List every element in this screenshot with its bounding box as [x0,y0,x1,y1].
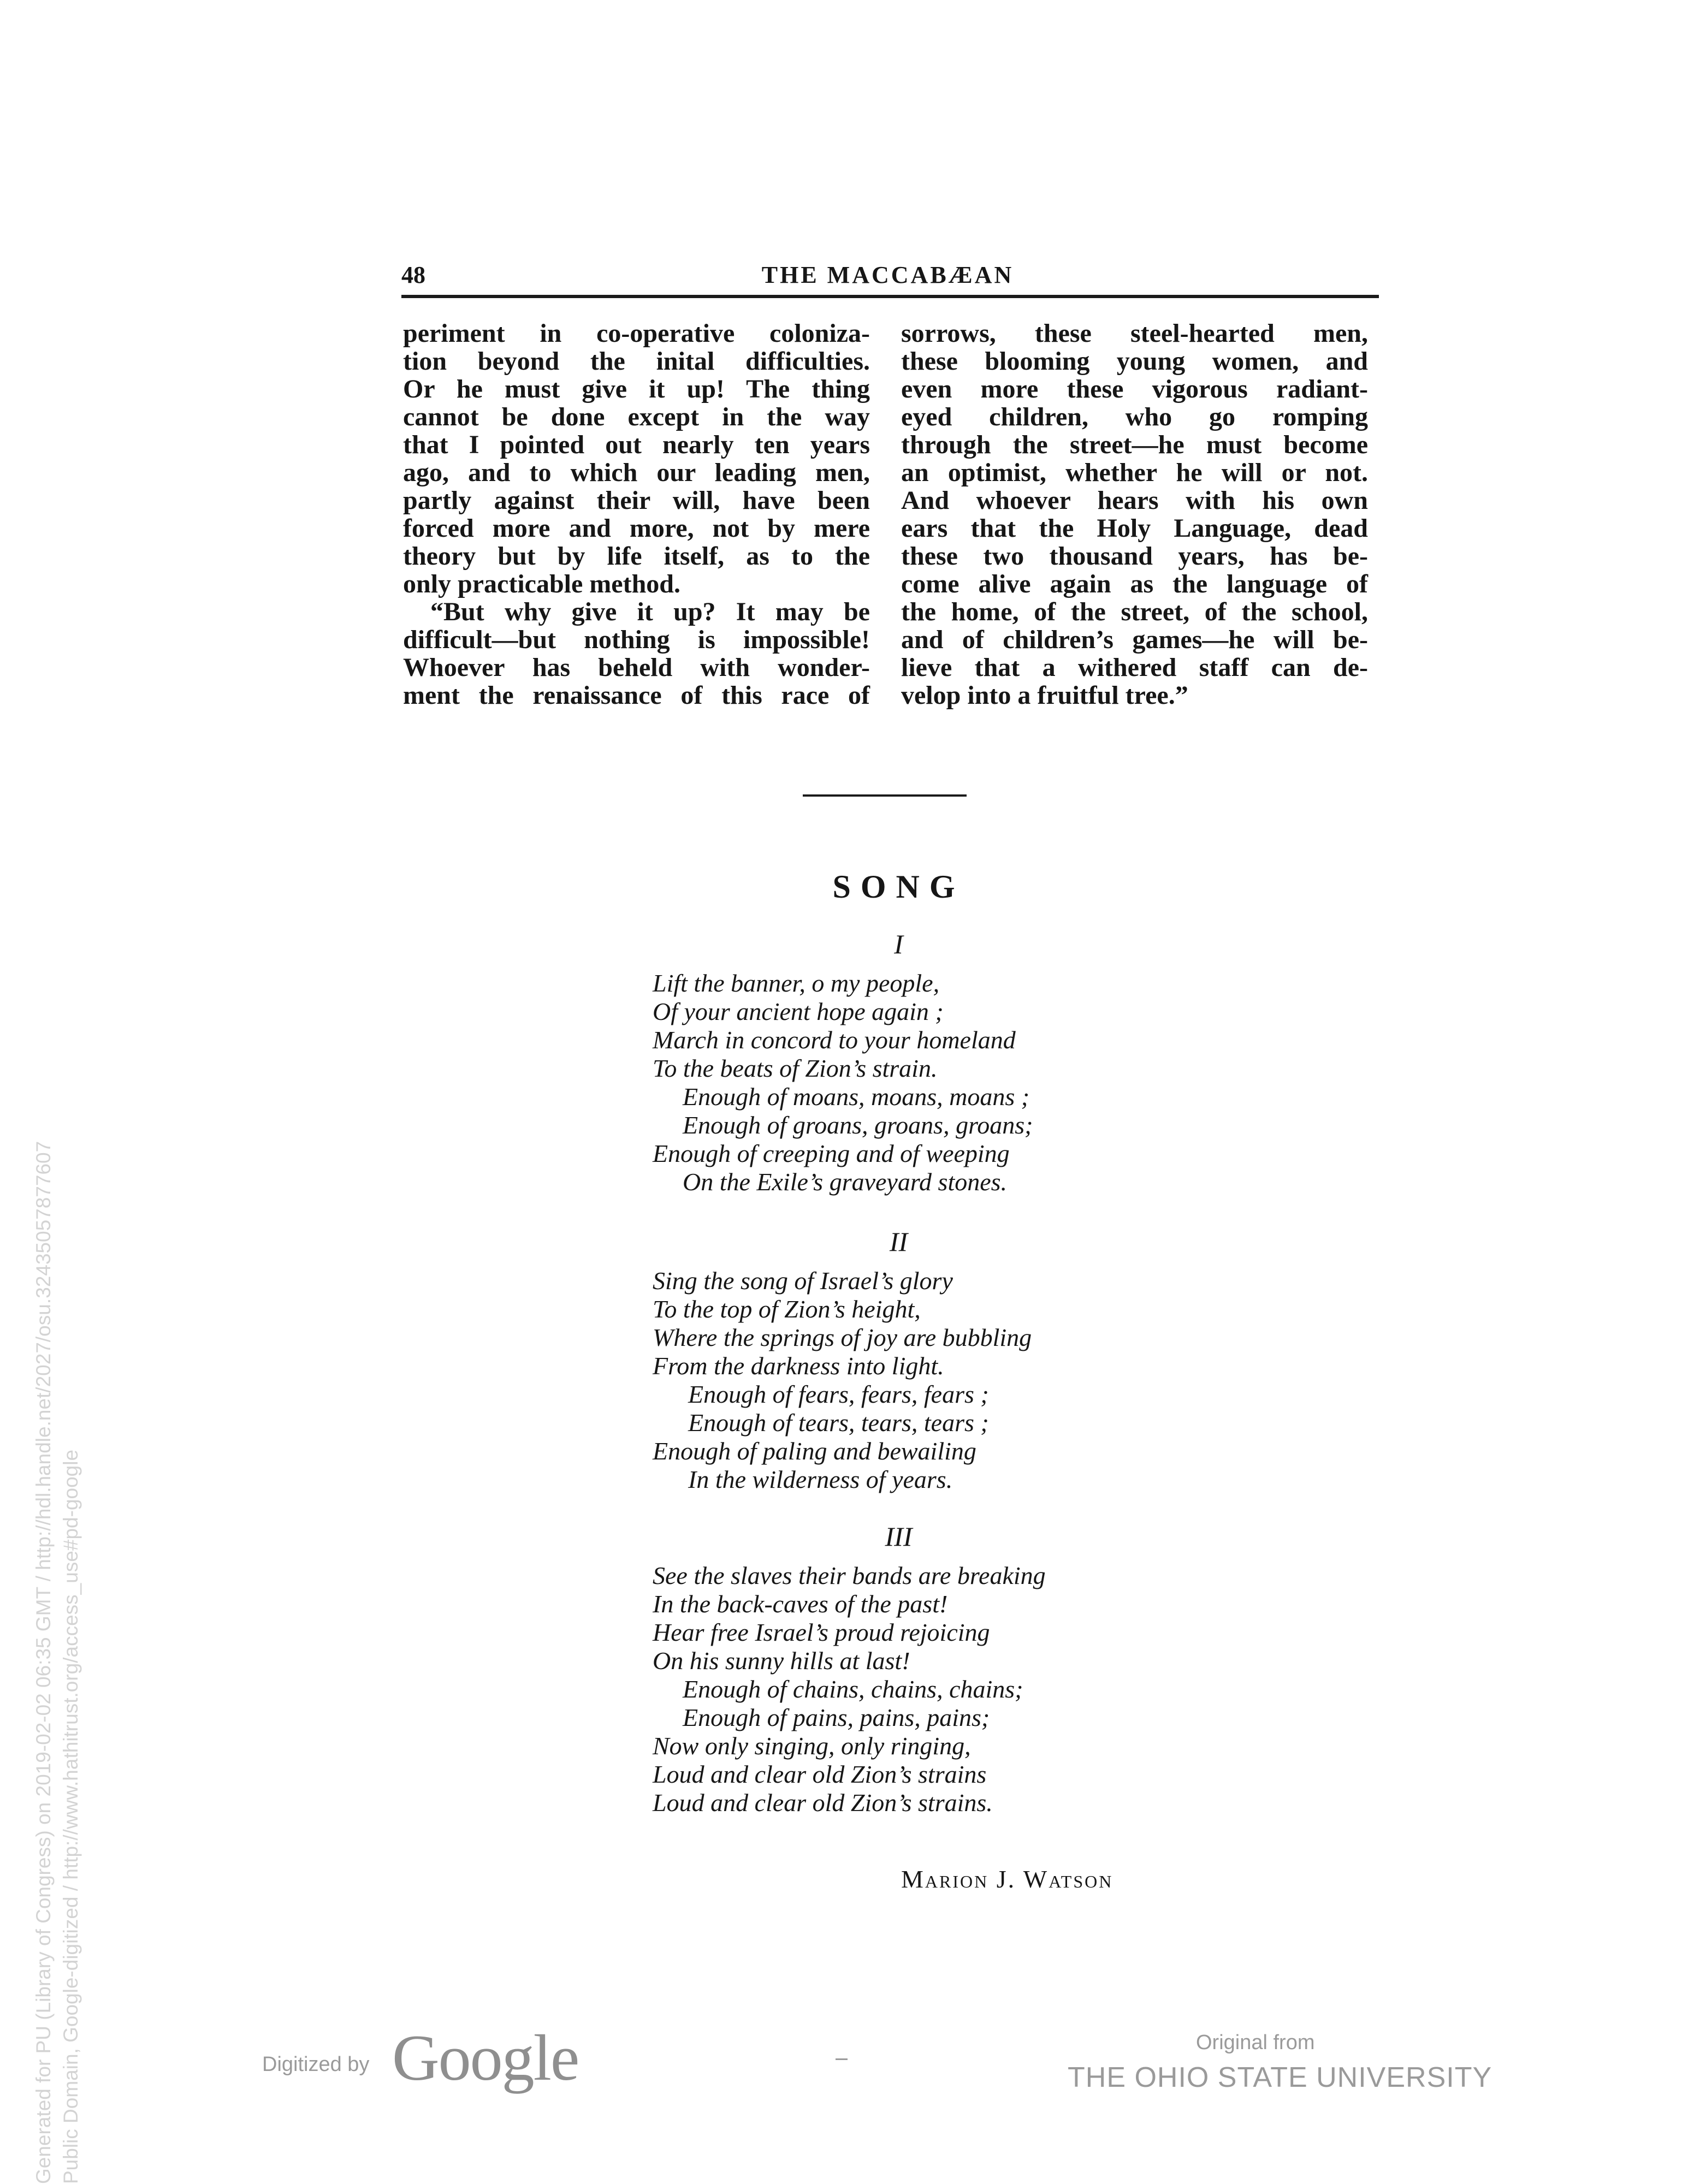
poem-line: Enough of fears, fears, fears ; [688,1380,989,1408]
stanza-3 [653,1562,1046,1817]
text-line: theory but by life itself, as to the [403,542,870,571]
text-line: Whoever has beheld with wonder- [403,653,870,682]
text-line: tion beyond the inital difficulties. [403,347,870,376]
text-line: velop into a fruitful tree.” [901,681,1188,710]
stanza-1 [653,969,1033,1196]
section-divider [803,794,967,797]
poem-line: March in concord to your homeland [653,1026,1016,1054]
poem-line: Sing the song of Israel’s glory [653,1267,953,1295]
stanza-2 [653,1267,1032,1494]
poem-line: Enough of tears, tears, tears ; [688,1409,989,1437]
text-line: cannot be done except in the way [403,402,870,431]
text-line: “But why give it up? It may be [430,597,870,626]
poem-title: SONG [832,869,965,905]
header-rule [401,295,1379,298]
text-line: forced more and more, not by mere [403,514,870,543]
poem-line: Enough of moans, moans, moans ; [683,1083,1030,1111]
digitized-by-label: Digitized by [262,2053,370,2076]
poem-line: Loud and clear old Zion’s strains [653,1760,987,1788]
right-paragraph [901,319,1368,709]
text-line: sorrows, these steel-hearted men, [901,319,1368,348]
poem-line: To the beats of Zion’s strain. [653,1054,938,1082]
stanza-number: I [894,929,903,959]
left-column [403,319,870,709]
poem-line: On his sunny hills at last! [653,1647,910,1675]
poem-line: Lift the banner, o my people, [653,969,940,997]
poem-line: Enough of creeping and of weeping [653,1140,1010,1167]
poem-line: See the slaves their bands are breaking [653,1562,1046,1589]
text-line: an optimist, whether he will or not. [901,458,1368,487]
page-number: 48 [401,262,425,288]
stanza-number: III [885,1521,913,1552]
text-line: through the street—he must become [901,430,1368,459]
text-line: that I pointed out nearly ten years [403,430,870,459]
text-line: come alive again as the language of [901,569,1368,598]
text-line: ears that the Holy Language, dead [901,514,1368,543]
text-line: eyed children, who go romping [901,402,1368,431]
text-line: periment in co-operative coloniza- [403,319,870,348]
institution-name: THE OHIO STATE UNIVERSITY [1068,2062,1492,2093]
poem-line: Loud and clear old Zion’s strains. [653,1789,993,1817]
text-line: and of children’s games—he will be- [901,625,1368,654]
poem-line: Enough of paling and bewailing [653,1437,976,1465]
text-line: partly against their will, have been [403,486,870,515]
poem-author: Marion J. Watson [901,1865,1114,1893]
text-line: the home, of the street, of the school, [901,597,1368,626]
poem-line: To the top of Zion’s height, [653,1295,921,1323]
poem-line: Where the springs of joy are bubbling [653,1324,1032,1351]
poem-line: Enough of pains, pains, pains; [683,1704,990,1731]
text-line: even more these vigorous radiant- [901,375,1368,403]
poem-line: Enough of groans, groans, groans; [683,1111,1033,1139]
poem-line: In the wilderness of years. [688,1465,953,1493]
text-line: these blooming young women, and [901,347,1368,376]
text-line: ment the renaissance of this race of [403,681,870,710]
poem-line: On the Exile’s graveyard stones. [683,1168,1008,1196]
text-line: lieve that a withered staff can de- [901,653,1368,682]
original-from-label: Original from [1196,2031,1315,2054]
poem-line: From the darkness into light. [653,1352,944,1380]
running-head: THE MACCABÆAN [761,262,1014,288]
footer-dash [836,2058,848,2060]
poem-line: In the back-caves of the past! [653,1590,948,1618]
stanza-number: II [889,1226,908,1257]
watermark-line: Generated for PU (Library of Congress) on 2019-02-02 06:35 GMT / http://hdl.handle.net/2027/osu.32435057877607 [32,1141,55,2184]
watermark-line: Public Domain, Google-digitized / http://www.hathitrust.org/access_use#pd-google [60,1449,82,2184]
text-line: these two thousand years, has be- [901,542,1368,571]
poem-line: Hear free Israel’s proud rejoicing [653,1618,990,1646]
text-line: Or he must give it up! The thing [403,375,870,403]
poem-line: Enough of chains, chains, chains; [683,1675,1023,1703]
right-column [901,319,1368,709]
text-line: ago, and to which our leading men, [403,458,870,487]
text-line: And whoever hears with his own [901,486,1368,515]
access-watermark [30,819,85,2184]
poem-line: Of your ancient hope again ; [653,998,944,1025]
text-line: difficult—but nothing is impossible! [403,625,870,654]
text-line: only practicable method. [403,569,680,598]
left-paragraph-2 [403,598,870,709]
left-paragraph-1 [403,319,870,598]
poem-line: Now only singing, only ringing, [653,1732,971,1760]
google-logo: Google [392,2021,579,2094]
